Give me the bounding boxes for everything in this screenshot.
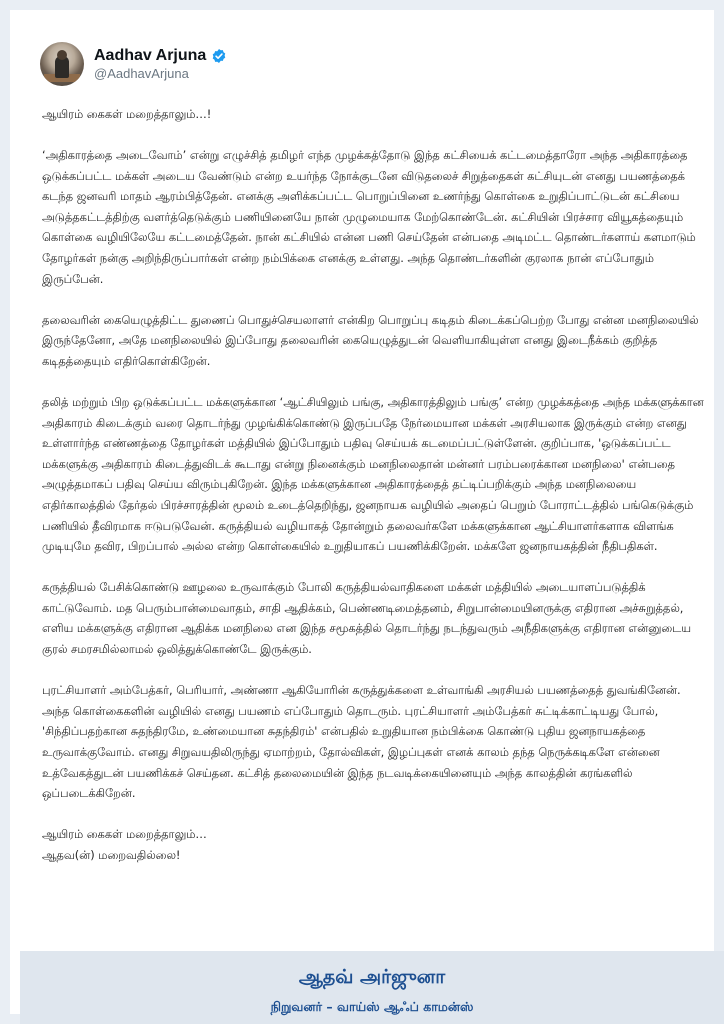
signature-footer [20,951,724,1024]
statement-body [42,104,706,865]
post-header [40,42,227,86]
avatar[interactable] [40,42,84,86]
closing-line-1: ஆயிரம் கைகள் மறைத்தாலும்… [42,827,207,842]
display-name[interactable]: Aadhav Arjuna [94,47,207,64]
paragraph-1: ‘அதிகாரத்தை அடைவோம்’ என்று எழுச்சித் தமிழர் எந்த முழக்கத்தோடு இந்த கட்சியைக் கட்டமைத்தாரோ அந்த அதிகாரத்தை ஒடுக்கப்பட்ட மக்கள் அடைய வேண்டும் என்ற உயர்ந்த நோக்குடனே விடுதலைச் சிறுத்தைகள் கட்சியுடன் எனது பயணத்தைக் கடந்த ஜனவரி மாதம் ஆரம்பித்தேன். எனக்கு அளிக்கப்பட்ட பொறுப்பினை உணர்ந்து கொள்கை உறுதிப்பாட்டுடன் கட்சியை அடுத்தகட்டத்திற்கு வளர்த்தெடுக்கும் பணியினையே நான் முழுமையாக மேற்கொண்டேன். கட்சியின் பிரச்சார வியூகத்தையும் கொள்கை வழியிலேயே கட்டமைத்தேன். நான் கட்சியில் என்ன பணி செய்தேன் என்பதை அடிமட்ட தொண்டர்களாய் களமாடும் தோழர்கள் நன்கு அறிந்திருப்பார்கள் என்ற நம்பிக்கை எனக்கு உள்ளது. அந்த தொண்டர்களின் குரலாக நான் எப்போதும் இருப்பேன். [42,148,696,286]
closing-line-2: ஆதவ(ன்) மறைவதில்லை! [42,847,181,862]
paragraph-3: தலித் மற்றும் பிற ஒடுக்கப்பட்ட மக்களுக்கான ‘ஆட்சியிலும் பங்கு, அதிகாரத்திலும் பங்கு’ என்ற முழக்கத்தை அந்த மக்களுக்கான அதிகாரம் கிடைக்கும் வரை தொடர்ந்து முழங்கிக்கொண்டு இருப்பதே நேர்மையான மக்கள் அரசியலாக இருக்கும் என்ற எனது உள்ளார்ந்த எண்ணத்தை தோழர்கள் மத்தியில் இப்போதும் பதிவு செய்யக் கடமைப்பட்டுள்ளேன். குறிப்பாக, 'ஒடுக்கப்பட்ட மக்களுக்கு அதிகாரம் கிடைத்துவிடக் கூடாது என்று நினைக்கும் மனநிலைதான் மன்னர் பரம்பரைக்கான மனநிலை' என்பதை அழுத்தமாகப் பதிவு செய்ய விரும்புகிறேன். இந்த மக்களுக்கான அதிகாரத்தைத் தட்டிப்பறிக்கும் அந்த மனநிலையை எதிர்காலத்தில் தேர்தல் பிரச்சாரத்தின் மூலம் உடைத்தெறிந்து, ஜனநாயக வழியில் அதைப் பெறும் போராட்டத்தில் பங்கெடுக்கும் பணியில் தீவிரமாக ஈடுபடுவேன். கருத்தியல் வழியாகத் தோன்றும் தலைவர்களே மக்களுக்கான ஆட்சியாளர்களாக விளங்க முடியுமே தவிர, பிறப்பால் அல்ல என்ற கொள்கையில் உறுதியாகப் பயணிக்கிறேன். மக்களே ஜனநாயகத்தின் நீதிபதிகள். [42,395,704,554]
opening-line: ஆயிரம் கைகள் மறைத்தாலும்…! [42,107,212,121]
user-handle[interactable]: @AadhavArjuna [94,66,189,81]
paragraph-4: கருத்தியல் பேசிக்கொண்டு ஊழலை உருவாக்கும் போலி கருத்தியல்வாதிகளை மக்கள் மத்தியில் அடையாளப்படுத்திக் காட்டுவோம். மத பெரும்பான்மைவாதம், சாதி ஆதிக்கம், பெண்ணடிமைத்தனம், சிறுபான்மையினருக்கு எதிரான அச்சுறுத்தல், எளிய மக்களுக்கு எதிரான ஆதிக்க மனநிலை என இந்த சமூகத்தில் தொடர்ந்து நடந்துவரும் அநீதிகளுக்கு எதிரான என்னுடைய குரல் சமரசமில்லாமல் ஒலித்துக்கொண்டே இருக்கும். [42,580,692,657]
avatar-head [57,50,67,60]
verified-badge-icon [211,48,227,64]
signature-name: ஆதவ் அர்ஜுனா [298,966,446,988]
signature-title: நிறுவனர் – வாய்ஸ் ஆஃப் காமன்ஸ் [270,999,474,1014]
paragraph-2: தலைவரின் கையெழுத்திட்ட துணைப் பொதுச்செயலாளர் என்கிற பொறுப்பு கடிதம் கிடைக்கப்பெற்ற போது என்ன மனநிலையில் இருந்தேனோ, அதே மனநிலையில் இப்போது தலைவரின் கையெழுத்துடன் வெளியாகியுள்ள எனது இடைநீக்கம் குறித்த கடிதத்தையும் எதிர்கொள்கிறேன். [42,312,699,368]
author-info [94,46,227,82]
name-row [94,46,227,66]
paragraph-5: புரட்சியாளர் அம்பேத்கர், பெரியார், அண்ணா ஆகியோரின் கருத்துக்களை உள்வாங்கி அரசியல் பயணத்தைத் துவங்கினேன். அந்த கொள்கைகளின் வழியில் எனது பயணம் எப்போதும் தொடரும். புரட்சியாளர் அம்பேத்கர் சுட்டிக்காட்டியது போல், 'சிந்திப்பதற்கான சுதந்திரமே, உண்மையான சுதந்திரம்' என்பதில் உறுதியான நம்பிக்கை கொண்டு புதிய ஜனநாயகத்தை உருவாக்குவோம். எனது சிறுவயதிலிருந்து ஏமாற்றம், தோல்விகள், இழப்புகள் எனக் காலம் தந்த நெருக்கடிகளே என்னை உத்வேகத்துடன் பயணிக்கச் செய்தன. கட்சித் தலைமையின் இந்த நடவடிக்கையினையும் அந்த காலத்தின் கரங்களில் ஒப்படைக்கிறேன். [42,683,681,801]
